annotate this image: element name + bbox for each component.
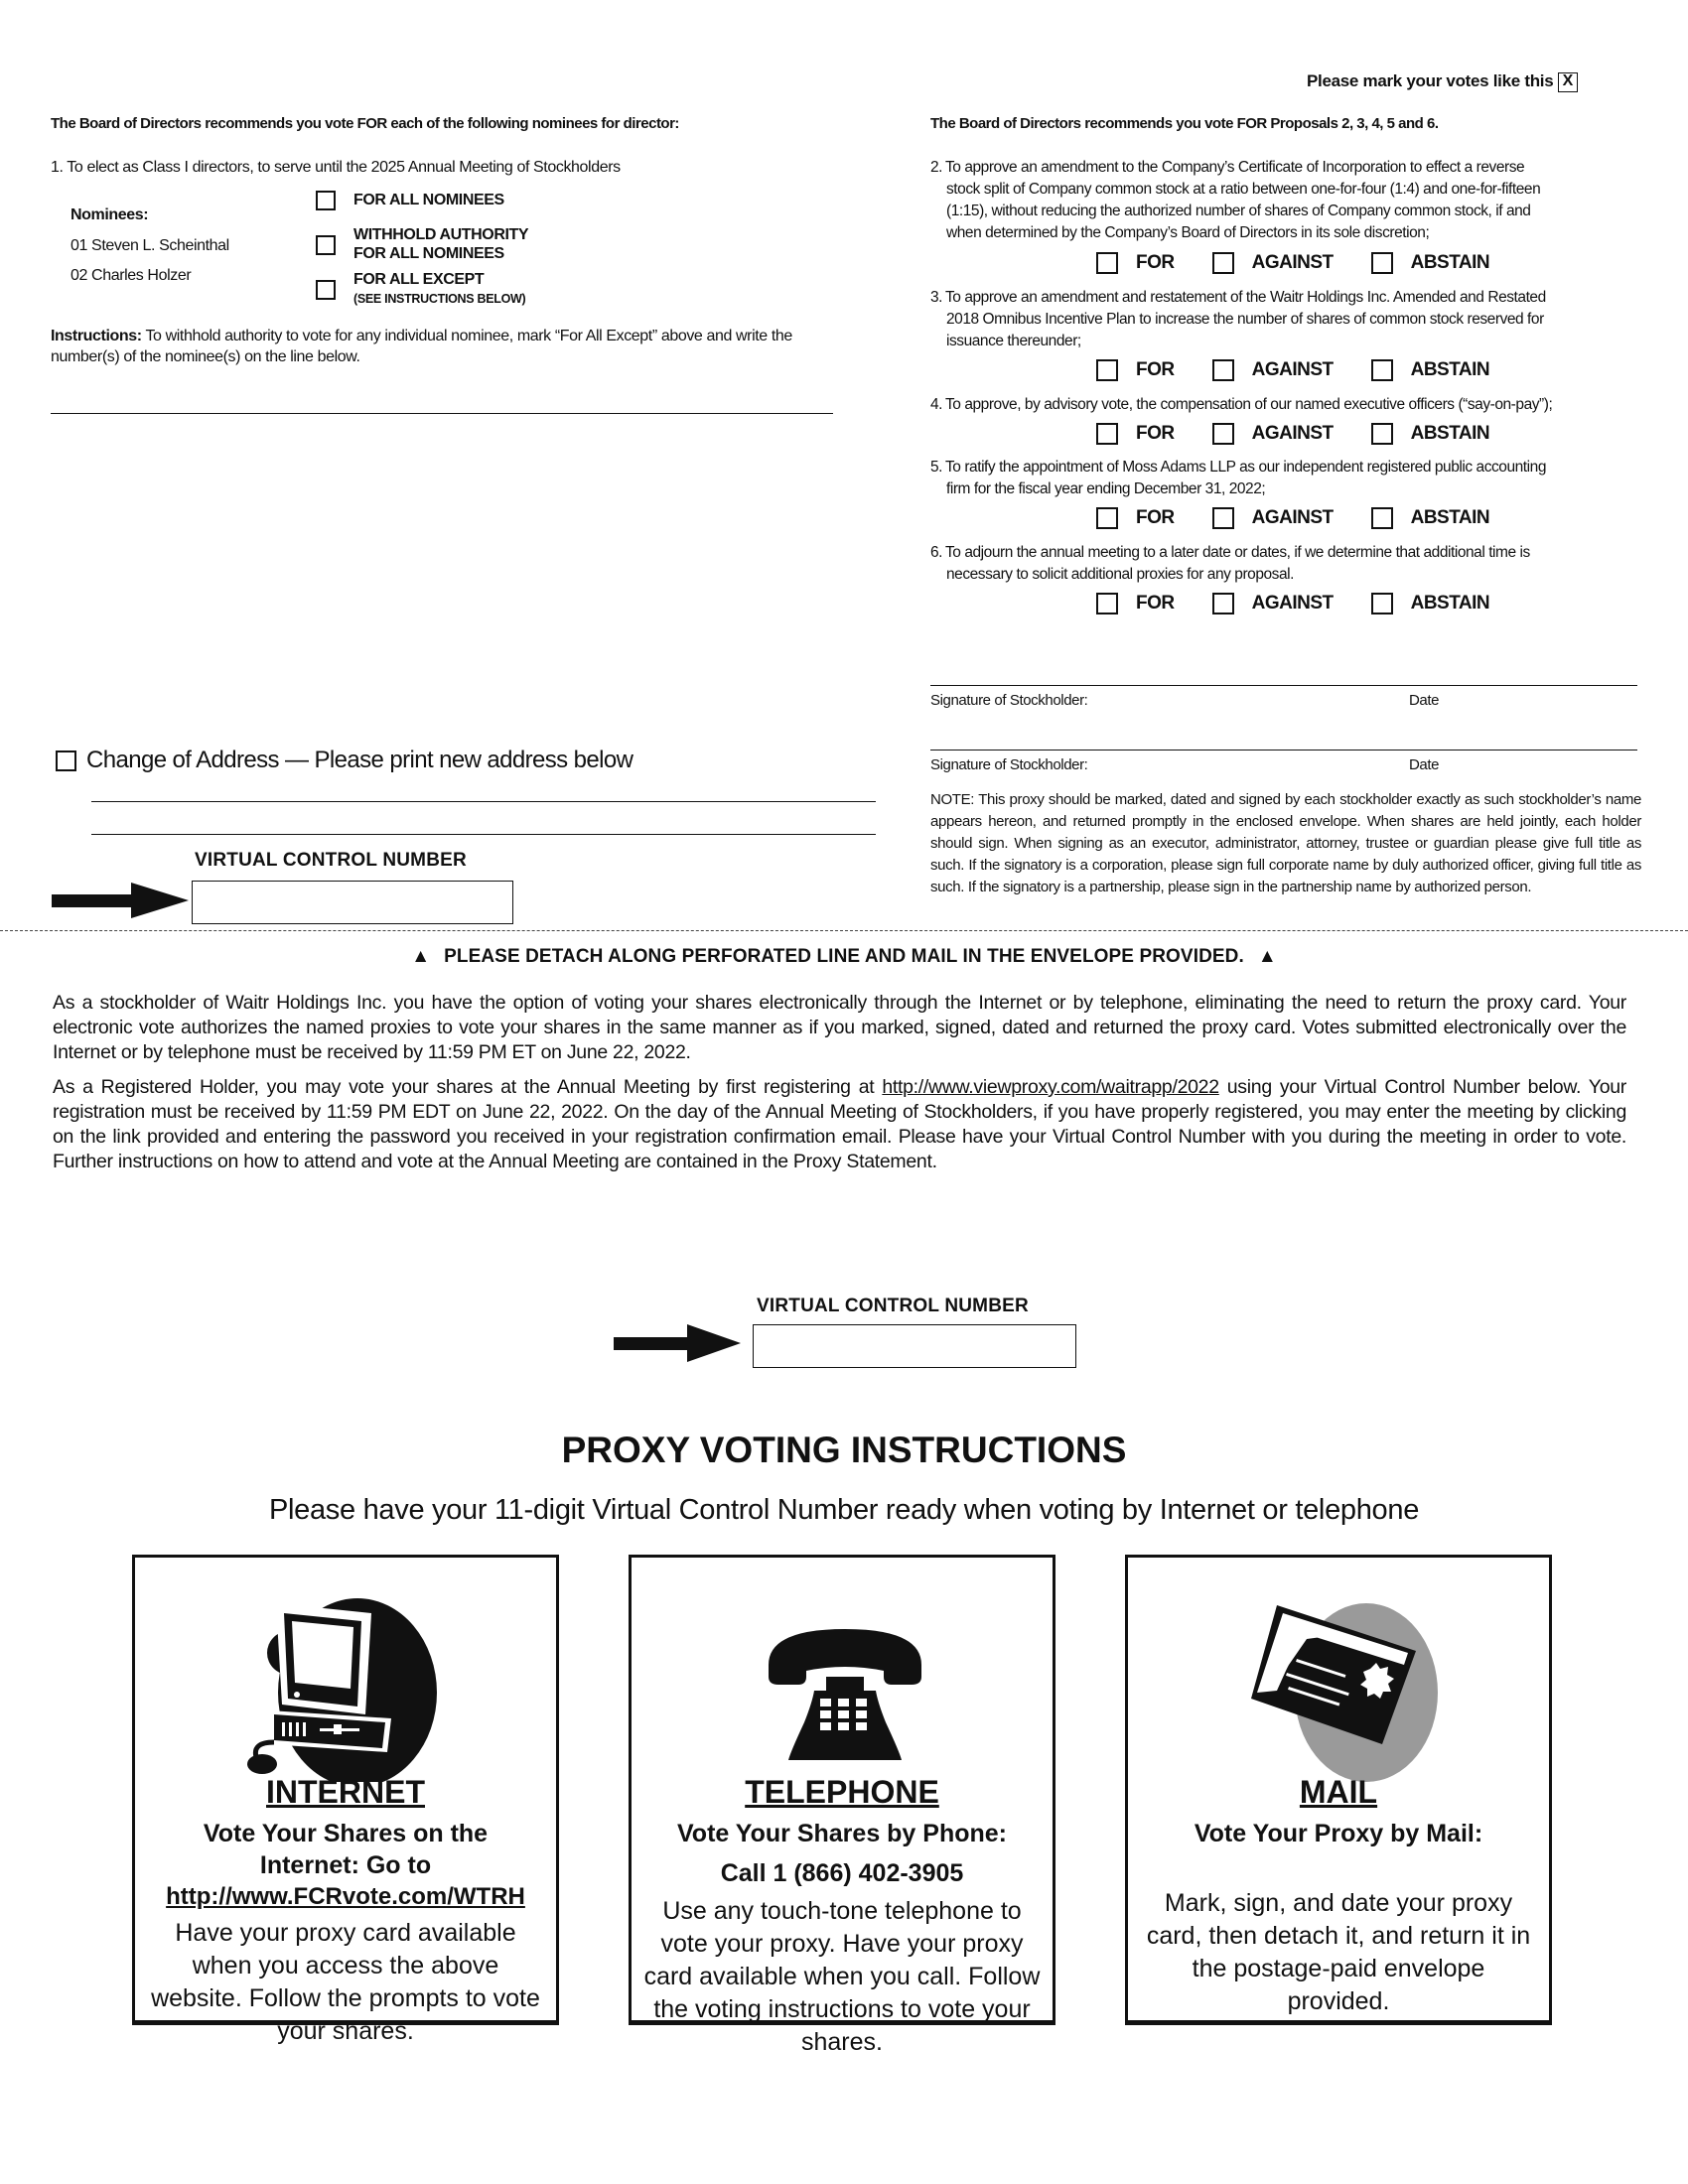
against-label: AGAINST <box>1251 252 1334 273</box>
proposal-2-abstain-checkbox[interactable] <box>1371 252 1393 274</box>
proposal-6-against[interactable] <box>1212 593 1334 614</box>
for-label: FOR <box>1136 359 1175 380</box>
proposal-4-for-checkbox[interactable] <box>1096 423 1118 445</box>
proxy-voting-instructions-subtitle: Please have your 11-digit Virtual Control Number ready when voting by Internet or telephone <box>268 1494 1420 1526</box>
proposal-2-votes <box>1096 252 1527 274</box>
telephone-body: Use any touch-tone telephone to vote your proxy. Have your proxy card available when you call. Follow the voting instructions to vote your shares. <box>643 1897 1041 2056</box>
proposal-5-abstain[interactable] <box>1371 507 1490 529</box>
signature-label-1: Signature of Stockholder: <box>930 692 1088 709</box>
option-withhold-authority[interactable] <box>316 226 529 262</box>
withhold-authority-label <box>353 225 528 263</box>
info-paragraph-2-after: using your Virtual Control Number below. Your registration must be received by 11:59 PM EDT on June 22, 2022. On the day of the Annual Meeting of Stockholders, if you have properly registered, you may enter the meeting by clicking on the link provided and entering the password you received in your registration confirmation email. Please have your Virtual Control Number with you during the meeting in order to vote. Further instructions on how to attend and vote at the Annual Meeting are contained in the Proxy Statement. <box>53 1076 1626 1172</box>
mail-voting-card <box>1125 1555 1552 2025</box>
abstain-label: ABSTAIN <box>1410 507 1490 528</box>
against-label: AGAINST <box>1251 359 1334 380</box>
internet-voting-card <box>132 1555 559 2045</box>
proposal-2-line-2: stock split of Company common stock at a ratio between one-for-four (1:4) and one-for-fifteen <box>946 181 1541 198</box>
nominee-exception-write-line[interactable] <box>51 413 833 414</box>
internet-body: Have your proxy card available when you access the above website. Follow the prompts to vote your shares. <box>151 1919 540 2045</box>
proposal-5-against-checkbox[interactable] <box>1212 507 1234 529</box>
proposal-5-for-checkbox[interactable] <box>1096 507 1118 529</box>
proposal-2-line-4: when determined by the Company’s Board of Directors in its sole discretion; <box>946 224 1430 241</box>
proposal-3-line-1: To approve an amendment and restatement of the Waitr Holdings Inc. Amended and Restated <box>945 289 1546 306</box>
triangle-up-icon: ▲ <box>411 946 431 967</box>
for-all-except-line2: (SEE INSTRUCTIONS BELOW) <box>353 292 526 306</box>
address-line-1[interactable] <box>91 801 876 802</box>
mail-title: MAIL <box>1299 1774 1378 1810</box>
viewproxy-registration-link[interactable]: http://www.viewproxy.com/waitrapp/2022 <box>882 1076 1219 1098</box>
example-x-mark-icon: X <box>1558 72 1578 92</box>
option-for-all-except[interactable] <box>316 271 526 306</box>
for-all-nominees-checkbox[interactable] <box>316 191 336 210</box>
withhold-authority-checkbox[interactable] <box>316 235 336 255</box>
triangle-up-icon: ▲ <box>1257 946 1277 967</box>
info-paragraph-2 <box>53 1075 1626 1174</box>
proposal-6-for-checkbox[interactable] <box>1096 593 1118 614</box>
instructions-label: Instructions: <box>51 328 142 344</box>
change-of-address-label: Change of Address — Please print new address below <box>86 747 633 773</box>
proxy-note: NOTE: This proxy should be marked, dated and signed by each stockholder exactly as such stockholder’s name appears hereon, and returned promptly in the enclosed envelope. When shares are held jointly, each holder should sign. When signing as an executor, administrator, attorney, trustee or guardian please give full title as such. If the signatory is a corporation, please sign full corporate name by duly authorized officer, giving full title as such. If the signatory is a partnership, please sign in the partnership name by authorized person. <box>930 791 1641 895</box>
proposal-5-line-1: To ratify the appointment of Moss Adams LLP as our independent registered public accounting <box>945 459 1546 476</box>
info-paragraph-2-before: As a Registered Holder, you may vote your shares at the Annual Meeting by first registering at <box>53 1076 883 1098</box>
signature-line-2[interactable] <box>930 750 1637 751</box>
telephone-subtitle: Vote Your Shares by Phone: <box>676 1820 1008 1847</box>
proposal-5-votes <box>1096 507 1527 529</box>
telephone-voting-card <box>629 1555 1055 2056</box>
signature-line-1[interactable] <box>930 685 1637 686</box>
against-label: AGAINST <box>1251 507 1334 528</box>
proposal-4-number: 4. <box>930 396 943 413</box>
proposal-2-for[interactable] <box>1096 252 1175 274</box>
proposal-3-line-2: 2018 Omnibus Incentive Plan to increase the number of shares of common stock reserved for <box>946 311 1544 328</box>
computer-icon <box>135 1593 556 1782</box>
mark-instruction <box>1307 71 1578 92</box>
proposal-4-abstain[interactable] <box>1371 423 1490 445</box>
arrow-right-icon <box>614 1324 753 1364</box>
proposal-2-for-checkbox[interactable] <box>1096 252 1118 274</box>
date-label-2: Date <box>1409 756 1440 773</box>
internet-title: INTERNET <box>266 1774 425 1810</box>
against-label: AGAINST <box>1251 593 1334 614</box>
board-recommendation-directors: The Board of Directors recommends you vote FOR each of the following nominees for director: <box>51 115 679 132</box>
proposal-6-against-checkbox[interactable] <box>1212 593 1234 614</box>
detach-notice-text: PLEASE DETACH ALONG PERFORATED LINE AND MAIL IN THE ENVELOPE PROVIDED. <box>444 946 1244 967</box>
detach-notice <box>0 946 1688 968</box>
proposal-4-against[interactable] <box>1212 423 1334 445</box>
arrow-right-icon <box>52 883 191 918</box>
for-label: FOR <box>1136 252 1175 273</box>
proposal-3-against[interactable] <box>1212 359 1334 381</box>
proposal-5-line-2: firm for the fiscal year ending December 31, 2022; <box>946 480 1266 497</box>
mail-icon <box>1128 1593 1549 1782</box>
proposal-4-votes <box>1096 423 1527 445</box>
proposal-3-for-checkbox[interactable] <box>1096 359 1118 381</box>
proposal-5-against[interactable] <box>1212 507 1334 529</box>
for-all-nominees-label: FOR ALL NOMINEES <box>353 192 504 208</box>
fcrvote-link[interactable]: http://www.FCRvote.com/WTRH <box>166 1883 525 1910</box>
proposal-6-line-2: necessary to solicit additional proxies for any proposal. <box>946 566 1294 583</box>
mail-subtitle: Vote Your Proxy by Mail: <box>1194 1820 1483 1847</box>
proposal-2-line-1: To approve an amendment to the Company’s Certificate of Incorporation to effect a reverse <box>945 159 1525 176</box>
virtual-control-number-box-2 <box>753 1324 1076 1368</box>
proposal-2-line-3: (1:15), without reducing the authorized number of shares of Company common stock, if and <box>946 203 1531 219</box>
for-label: FOR <box>1136 423 1175 444</box>
virtual-control-number-label: VIRTUAL CONTROL NUMBER <box>195 850 467 871</box>
proposal-6 <box>930 542 1640 586</box>
proposal-3 <box>930 287 1640 352</box>
info-paragraph-1: As a stockholder of Waitr Holdings Inc. you have the option of voting your shares electronically through the Internet or by telephone, eliminating the need to return the proxy card. Your electronic vote authorizes the named proxies to vote your shares in the same manner as if you marked, signed, dated and returned the proxy card. Votes submitted electronically over the Internet or by telephone must be received by 11:59 PM ET on June 22, 2022. <box>53 992 1626 1063</box>
for-label: FOR <box>1136 593 1175 614</box>
proposal-2 <box>930 157 1640 244</box>
for-label: FOR <box>1136 507 1175 528</box>
signature-label-2: Signature of Stockholder: <box>930 756 1088 773</box>
proposal-3-votes <box>1096 359 1527 381</box>
nominees-label: Nominees: <box>70 206 149 223</box>
mail-body: Mark, sign, and date your proxy card, then detach it, and return it in the postage-paid envelope provided. <box>1146 1889 1531 2015</box>
proposal-4-against-checkbox[interactable] <box>1212 423 1234 445</box>
proposal-2-abstain[interactable] <box>1371 252 1490 274</box>
proposal-3-against-checkbox[interactable] <box>1212 359 1234 381</box>
proposal-2-against-checkbox[interactable] <box>1212 252 1234 274</box>
mark-instruction-label: Please mark your votes like this <box>1307 71 1554 90</box>
proposal-6-for[interactable] <box>1096 593 1175 614</box>
proposal-4-line-1: To approve, by advisory vote, the compensation of our named executive officers (“say-on-pay”); <box>945 396 1553 413</box>
telephone-number[interactable]: Call 1 (866) 402-3905 <box>720 1859 964 1887</box>
abstain-label: ABSTAIN <box>1410 359 1490 380</box>
proposal-2-against[interactable] <box>1212 252 1334 274</box>
proposal-3-number: 3. <box>930 289 943 306</box>
change-of-address[interactable] <box>56 747 633 774</box>
withhold-line1: WITHHOLD AUTHORITY <box>353 226 529 243</box>
proposal-3-abstain-checkbox[interactable] <box>1371 359 1393 381</box>
abstain-label: ABSTAIN <box>1410 423 1490 444</box>
proposal-6-votes <box>1096 593 1527 614</box>
proxy-voting-instructions-title: PROXY VOTING INSTRUCTIONS <box>561 1430 1127 1470</box>
proposal-4-for[interactable] <box>1096 423 1175 445</box>
change-of-address-checkbox[interactable] <box>56 751 76 771</box>
for-all-except-label <box>353 270 525 309</box>
date-label-1: Date <box>1409 692 1440 709</box>
instructions <box>51 326 835 367</box>
proposal-6-abstain[interactable] <box>1371 593 1490 614</box>
proposal-5-for[interactable] <box>1096 507 1175 529</box>
virtual-control-number-box <box>192 881 513 924</box>
proposal-3-for[interactable] <box>1096 359 1175 381</box>
perforated-line <box>0 930 1688 931</box>
proposal-4 <box>930 394 1640 416</box>
nominee-01: 01 Steven L. Scheinthal <box>70 237 229 254</box>
proposal-1-text: 1. To elect as Class I directors, to serve until the 2025 Annual Meeting of Stockholders <box>51 159 621 176</box>
telephone-icon <box>632 1593 1053 1782</box>
proposal-5-abstain-checkbox[interactable] <box>1371 507 1393 529</box>
telephone-title: TELEPHONE <box>745 1774 939 1810</box>
abstain-label: ABSTAIN <box>1410 252 1490 273</box>
address-line-2[interactable] <box>91 834 876 835</box>
proposal-3-line-3: issuance thereunder; <box>946 333 1081 349</box>
proposal-5 <box>930 457 1640 500</box>
board-recommendation-proposals: The Board of Directors recommends you vote FOR Proposals 2, 3, 4, 5 and 6. <box>930 115 1439 132</box>
abstain-label: ABSTAIN <box>1410 593 1490 614</box>
withhold-line2: FOR ALL NOMINEES <box>353 245 504 262</box>
against-label: AGAINST <box>1251 423 1334 444</box>
proposal-2-number: 2. <box>930 159 943 176</box>
proposal-6-line-1: To adjourn the annual meeting to a later date or dates, if we determine that additional time is <box>945 544 1530 561</box>
instructions-text: To withhold authority to vote for any individual nominee, mark “For All Except” above and write the number(s) of the nominee(s) on the line below. <box>51 328 792 365</box>
proposal-6-abstain-checkbox[interactable] <box>1371 593 1393 614</box>
for-all-except-line1: FOR ALL EXCEPT <box>353 271 485 288</box>
proposal-5-number: 5. <box>930 459 943 476</box>
proposal-3-abstain[interactable] <box>1371 359 1490 381</box>
virtual-control-number-label-2: VIRTUAL CONTROL NUMBER <box>757 1296 1029 1316</box>
proposal-4-abstain-checkbox[interactable] <box>1371 423 1393 445</box>
internet-subtitle-2: Internet: Go to <box>259 1851 432 1879</box>
for-all-except-checkbox[interactable] <box>316 280 336 300</box>
internet-subtitle-1: Vote Your Shares on the <box>203 1820 489 1847</box>
option-for-all-nominees[interactable] <box>316 191 504 210</box>
nominee-02: 02 Charles Holzer <box>70 267 192 284</box>
proposal-6-number: 6. <box>930 544 943 561</box>
